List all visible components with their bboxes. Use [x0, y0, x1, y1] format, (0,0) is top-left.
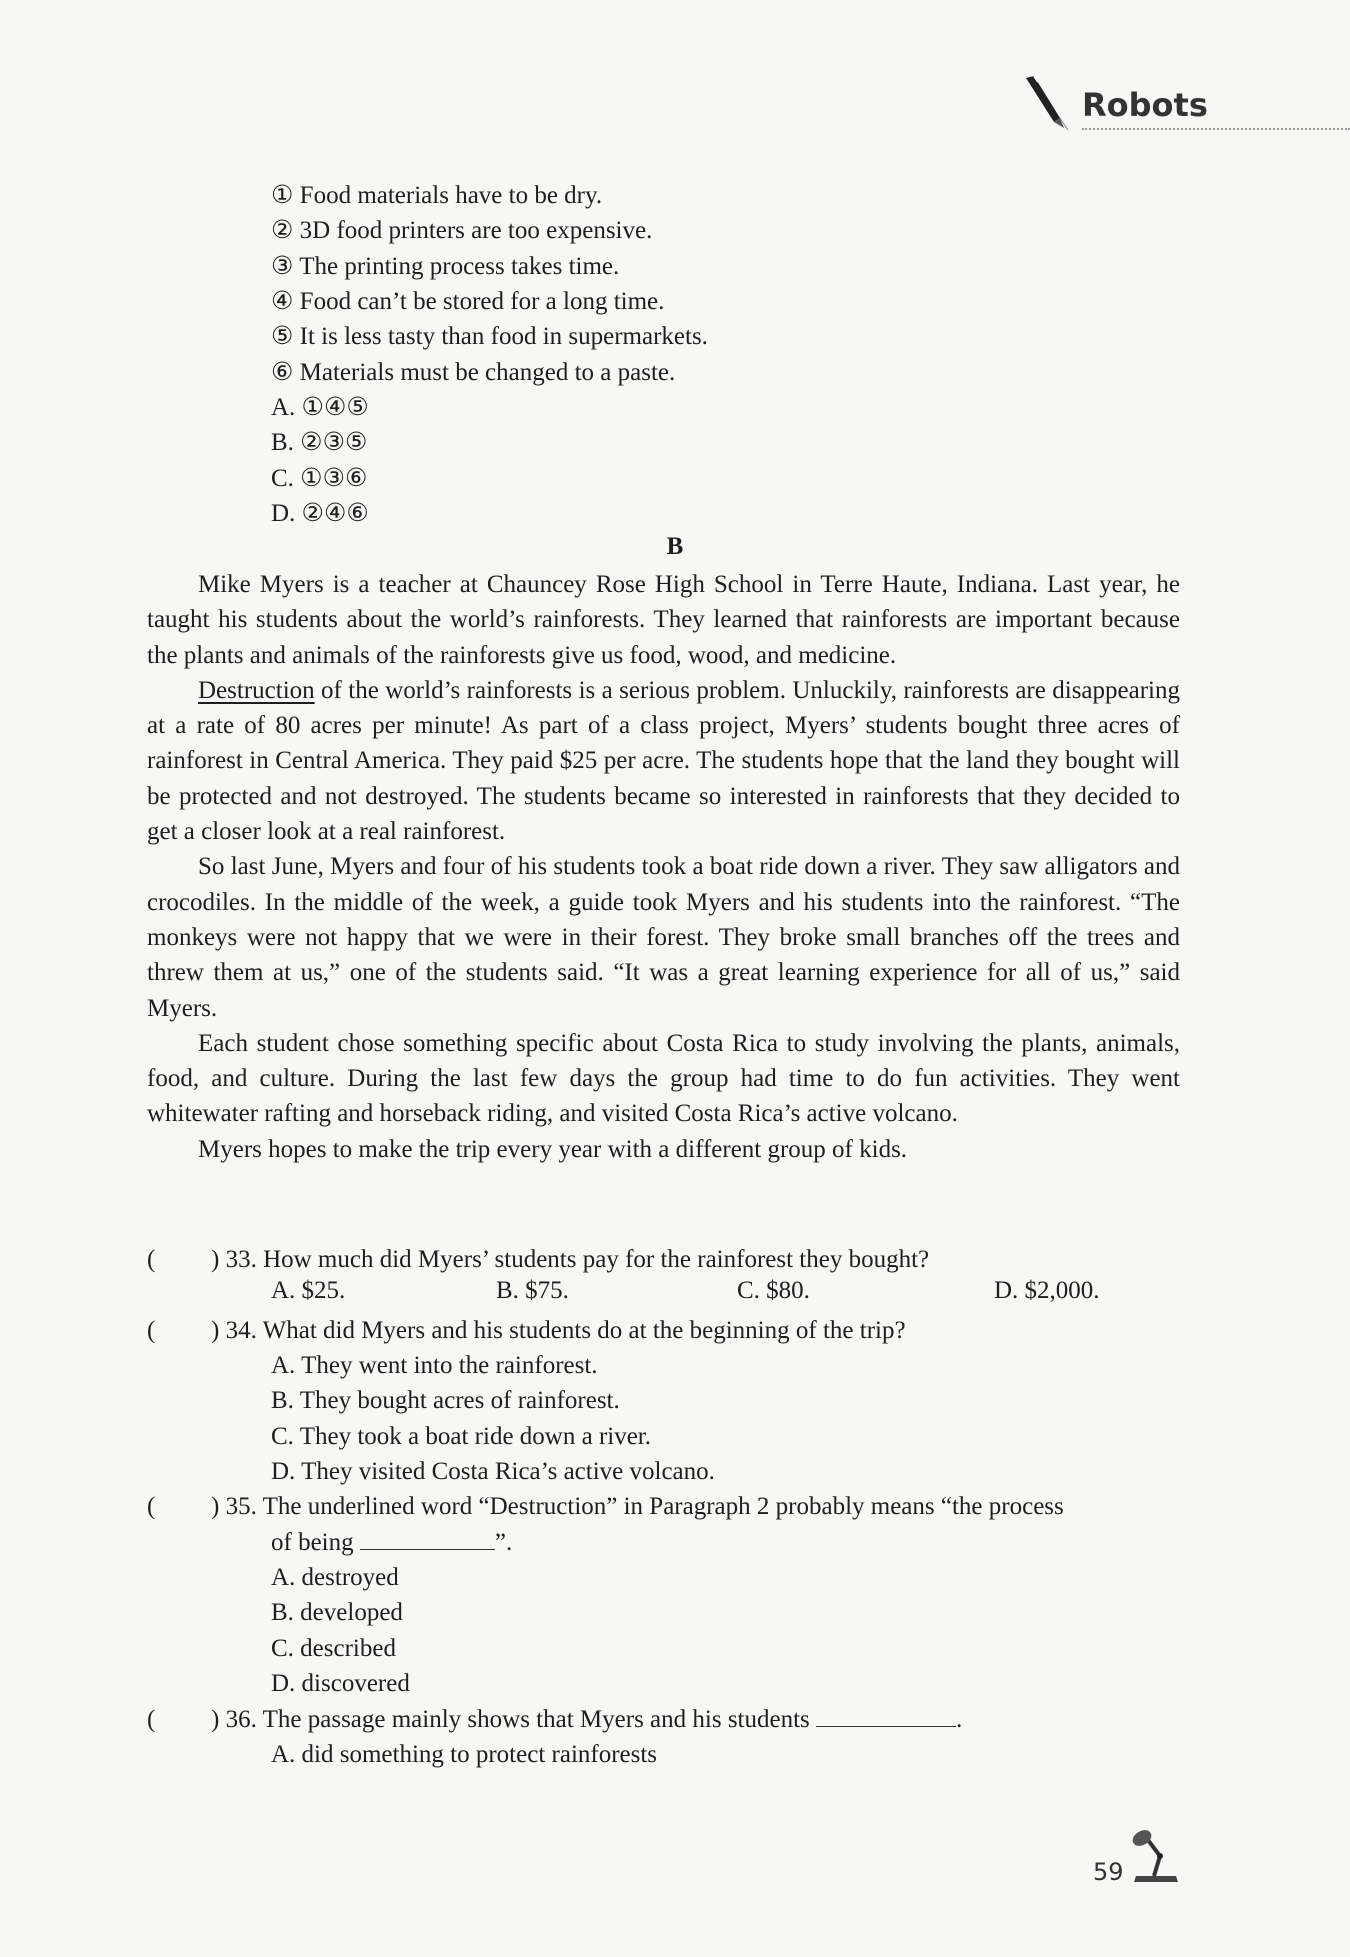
statement-5: ⑤ It is less tasty than food in supermarkets. [271, 323, 708, 350]
q33-option-d[interactable]: D. $2,000. [994, 1277, 1100, 1304]
underlined-word: Destruction [198, 676, 315, 704]
statement-1: ① Food materials have to be dry. [271, 182, 603, 209]
statement-3: ③ The printing process takes time. [271, 253, 620, 280]
paragraph-4: Each student chose something specific about Costa Rica to study involving the plants, animals, food, and culture. During the last few days the group had time to do fun activities. They went whitewater rafting and horseback riding, and visited Costa Rica’s active volcano. [147, 1029, 1180, 1128]
q33-option-b[interactable]: B. $75. [496, 1277, 569, 1304]
header-rule [1082, 128, 1350, 130]
statement-6: ⑥ Materials must be changed to a paste. [271, 359, 676, 386]
pen-icon [1020, 74, 1070, 132]
paragraph-3: So last June, Myers and four of his students took a boat ride down a river. They saw alligators and crocodiles. In the middle of the week, a guide took Myers and his students into the rainforest. “The monkeys were not happy that we were in their forest. They broke small branches off the trees and threw them at us,” one of the students said. “It was a great learning experience for all of us,” said Myers. [147, 853, 1180, 1022]
q35-option-d[interactable]: D. discovered [271, 1670, 410, 1697]
unit-title: Robots [1082, 86, 1208, 124]
q34-option-c[interactable]: C. They took a boat ride down a river. [271, 1423, 652, 1450]
q35-option-b[interactable]: B. developed [271, 1599, 403, 1626]
statement-choice-d: D. ②④⑥ [271, 500, 369, 527]
statement-4: ④ Food can’t be stored for a long time. [271, 288, 665, 315]
statement-choice-a: A. ①④⑤ [271, 394, 369, 421]
q35-option-a[interactable]: A. destroyed [271, 1564, 399, 1591]
page-header [1020, 72, 1350, 132]
paragraph-2-text: of the world’s rainforests is a serious problem. Unluckily, rainforests are disappearing at a rate of 80 acres per minute! As part of a class project, Myers’ students bought three acres of rainforest in Central America. They paid $25 per acre. The students hope that the land they bought will be protected and not destroyed. The students became so interested in rainforests that they decided to get a closer look at a real rainforest. [147, 676, 1180, 846]
question-33-text: ) 33. How much did Myers’ students pay for the rainforest they bought? [211, 1246, 930, 1273]
question-35-line-2 [271, 1525, 512, 1560]
page-number: 59 [1093, 1858, 1124, 1886]
question-35-text: ) 35. The underlined word “Destruction” in Paragraph 2 probably means “the process [211, 1493, 1064, 1520]
q36-end: . [956, 1706, 963, 1733]
paragraph-2 [147, 673, 1180, 849]
q33-option-c[interactable]: C. $80. [737, 1277, 810, 1304]
paragraph-5: Myers hopes to make the trip every year with a different group of kids. [198, 1135, 908, 1163]
q36-option-a[interactable]: A. did something to protect rainforests [271, 1741, 658, 1768]
desk-lamp-icon [1126, 1826, 1186, 1888]
q34-option-b[interactable]: B. They bought acres of rainforest. [271, 1387, 620, 1414]
statement-choice-c: C. ①③⑥ [271, 465, 368, 492]
q34-option-d[interactable]: D. They visited Costa Rica’s active volcano. [271, 1458, 715, 1485]
answer-bracket[interactable]: ( [147, 1317, 156, 1344]
statement-choice-b: B. ②③⑤ [271, 429, 368, 456]
passage [147, 567, 1180, 1167]
answer-blank[interactable] [816, 1704, 956, 1727]
statement-2: ② 3D food printers are too expensive. [271, 217, 653, 244]
question-36-text [211, 1702, 962, 1737]
q35-text-start: of being [271, 1529, 354, 1556]
q34-option-a[interactable]: A. They went into the rainforest. [271, 1352, 598, 1379]
answer-blank[interactable] [360, 1527, 495, 1550]
answer-bracket[interactable]: ( [147, 1246, 156, 1273]
answer-bracket[interactable]: ( [147, 1493, 156, 1520]
q35-text-end: ”. [494, 1529, 513, 1556]
q33-option-a[interactable]: A. $25. [271, 1277, 346, 1304]
question-34-text: ) 34. What did Myers and his students do at the beginning of the trip? [211, 1317, 906, 1344]
q35-option-c[interactable]: C. described [271, 1635, 396, 1662]
answer-bracket[interactable]: ( [147, 1706, 156, 1733]
q36-stem: ) 36. The passage mainly shows that Myers and his students [211, 1706, 810, 1733]
section-label: B [666, 533, 684, 560]
paragraph-1: Mike Myers is a teacher at Chauncey Rose High School in Terre Haute, Indiana. Last year, he taught his students about the world’s rainforests. They learned that rainforests are important because the plants and animals of the rainforests give us food, wood, and medicine. [147, 571, 1180, 669]
